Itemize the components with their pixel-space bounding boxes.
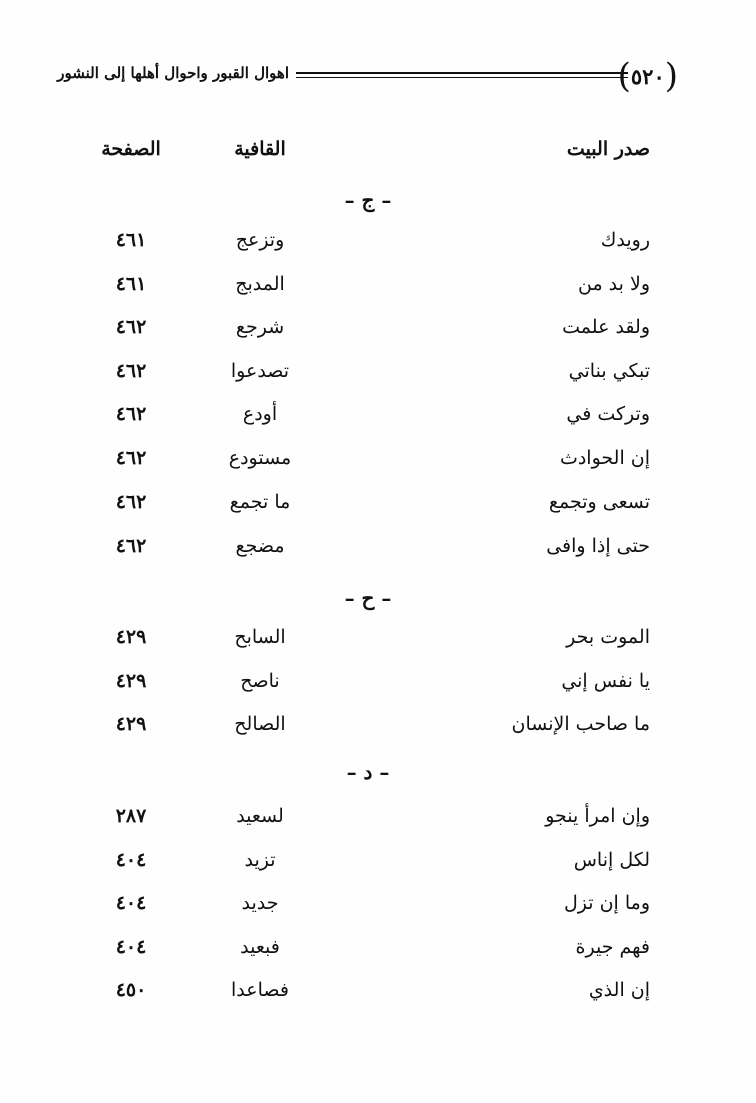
page-ref: ٤٢٩ xyxy=(115,670,147,692)
page-ref: ٤٦٢ xyxy=(115,535,147,557)
table-row xyxy=(0,670,756,710)
page-ref: ٤٦٢ xyxy=(115,447,147,469)
section-letter-dal: – د – xyxy=(346,760,390,784)
verse-opening: ما صاحب الإنسان xyxy=(511,713,650,735)
table-row xyxy=(0,979,756,1019)
verse-opening: يا نفس إني xyxy=(561,670,650,692)
page-ref: ٤٦٢ xyxy=(115,360,147,382)
table-row xyxy=(0,403,756,443)
verse-opening: تبكي بناتي xyxy=(568,360,650,382)
verse-rhyme: وتزعج xyxy=(235,229,285,251)
table-row xyxy=(0,626,756,666)
page-number: ( ٥٢٠ ) xyxy=(617,56,678,96)
page-ref: ٤٦١ xyxy=(115,229,147,251)
verse-rhyme: لسعيد xyxy=(236,805,284,827)
page-ref: ٤٦٢ xyxy=(115,491,147,513)
header-rule xyxy=(296,72,628,78)
verse-rhyme: مضجع xyxy=(235,535,285,557)
table-row xyxy=(0,849,756,889)
page-ref: ٤٠٤ xyxy=(115,892,147,914)
verse-opening: لكل إناس xyxy=(573,849,650,871)
table-row xyxy=(0,360,756,400)
verse-rhyme: فبعيد xyxy=(240,936,280,958)
column-headers xyxy=(0,138,756,178)
page-ref: ٤٢٩ xyxy=(115,713,147,735)
page-ref: ٤٦٢ xyxy=(115,316,147,338)
verse-opening: تسعى وتجمع xyxy=(548,491,650,513)
verse-opening: ولا بد من xyxy=(578,273,650,295)
page-ref: ٤٦١ xyxy=(115,273,147,295)
table-row xyxy=(0,713,756,753)
verse-opening: إن الحوادث xyxy=(559,447,650,469)
verse-rhyme: ناصح xyxy=(240,670,280,692)
verse-rhyme: أودع xyxy=(242,403,278,425)
verse-opening: حتى إذا وافى xyxy=(546,535,650,557)
verse-rhyme: شرجع xyxy=(235,316,285,338)
verse-opening: رويدك xyxy=(600,229,650,251)
table-row xyxy=(0,535,756,575)
table-row xyxy=(0,229,756,269)
verse-rhyme: المدبج xyxy=(235,273,285,295)
verse-rhyme: جديد xyxy=(241,892,279,914)
verse-opening: وإن امرأ ينجو xyxy=(545,805,650,827)
page-ref: ٤٥٠ xyxy=(115,979,147,1001)
table-row xyxy=(0,273,756,313)
running-title: اهوال القبور واحوال أهلها إلى النشور xyxy=(57,64,289,82)
page-ref: ٤٠٤ xyxy=(115,936,147,958)
column-header-qafia: القافية xyxy=(234,138,286,160)
table-row xyxy=(0,805,756,845)
verse-opening: إن الذي xyxy=(588,979,650,1001)
column-header-sadr: صدر البيت xyxy=(566,138,650,160)
page-ref: ٤٦٢ xyxy=(115,403,147,425)
verse-rhyme: تزيد xyxy=(244,849,276,871)
verse-rhyme: فصاعدا xyxy=(231,979,289,1001)
verse-opening: وما إن تزل xyxy=(563,892,650,914)
verse-rhyme: تصدعوا xyxy=(230,360,290,382)
verse-rhyme: السابح xyxy=(234,626,286,648)
page-ref: ٢٨٧ xyxy=(115,805,147,827)
verse-opening: وتركت في xyxy=(566,403,650,425)
column-header-page: الصفحة xyxy=(101,138,161,160)
verse-opening: ولقد علمت xyxy=(562,316,650,338)
verse-opening: فهم جيرة xyxy=(575,936,650,958)
verse-opening: الموت بحر xyxy=(566,626,650,648)
section-letter-haa: – ح – xyxy=(344,586,392,610)
verse-rhyme: مستودع xyxy=(228,447,292,469)
table-row xyxy=(0,892,756,932)
table-row xyxy=(0,316,756,356)
running-header xyxy=(57,56,682,98)
page-ref: ٤٠٤ xyxy=(115,849,147,871)
table-row xyxy=(0,447,756,487)
page-ref: ٤٢٩ xyxy=(115,626,147,648)
verse-rhyme: ما تجمع xyxy=(229,491,291,513)
section-letter-jeem: – ج – xyxy=(344,188,392,212)
table-row xyxy=(0,936,756,976)
table-row xyxy=(0,491,756,531)
page-number-value: ٥٢٠ xyxy=(630,63,665,89)
verse-rhyme: الصالح xyxy=(234,713,286,735)
